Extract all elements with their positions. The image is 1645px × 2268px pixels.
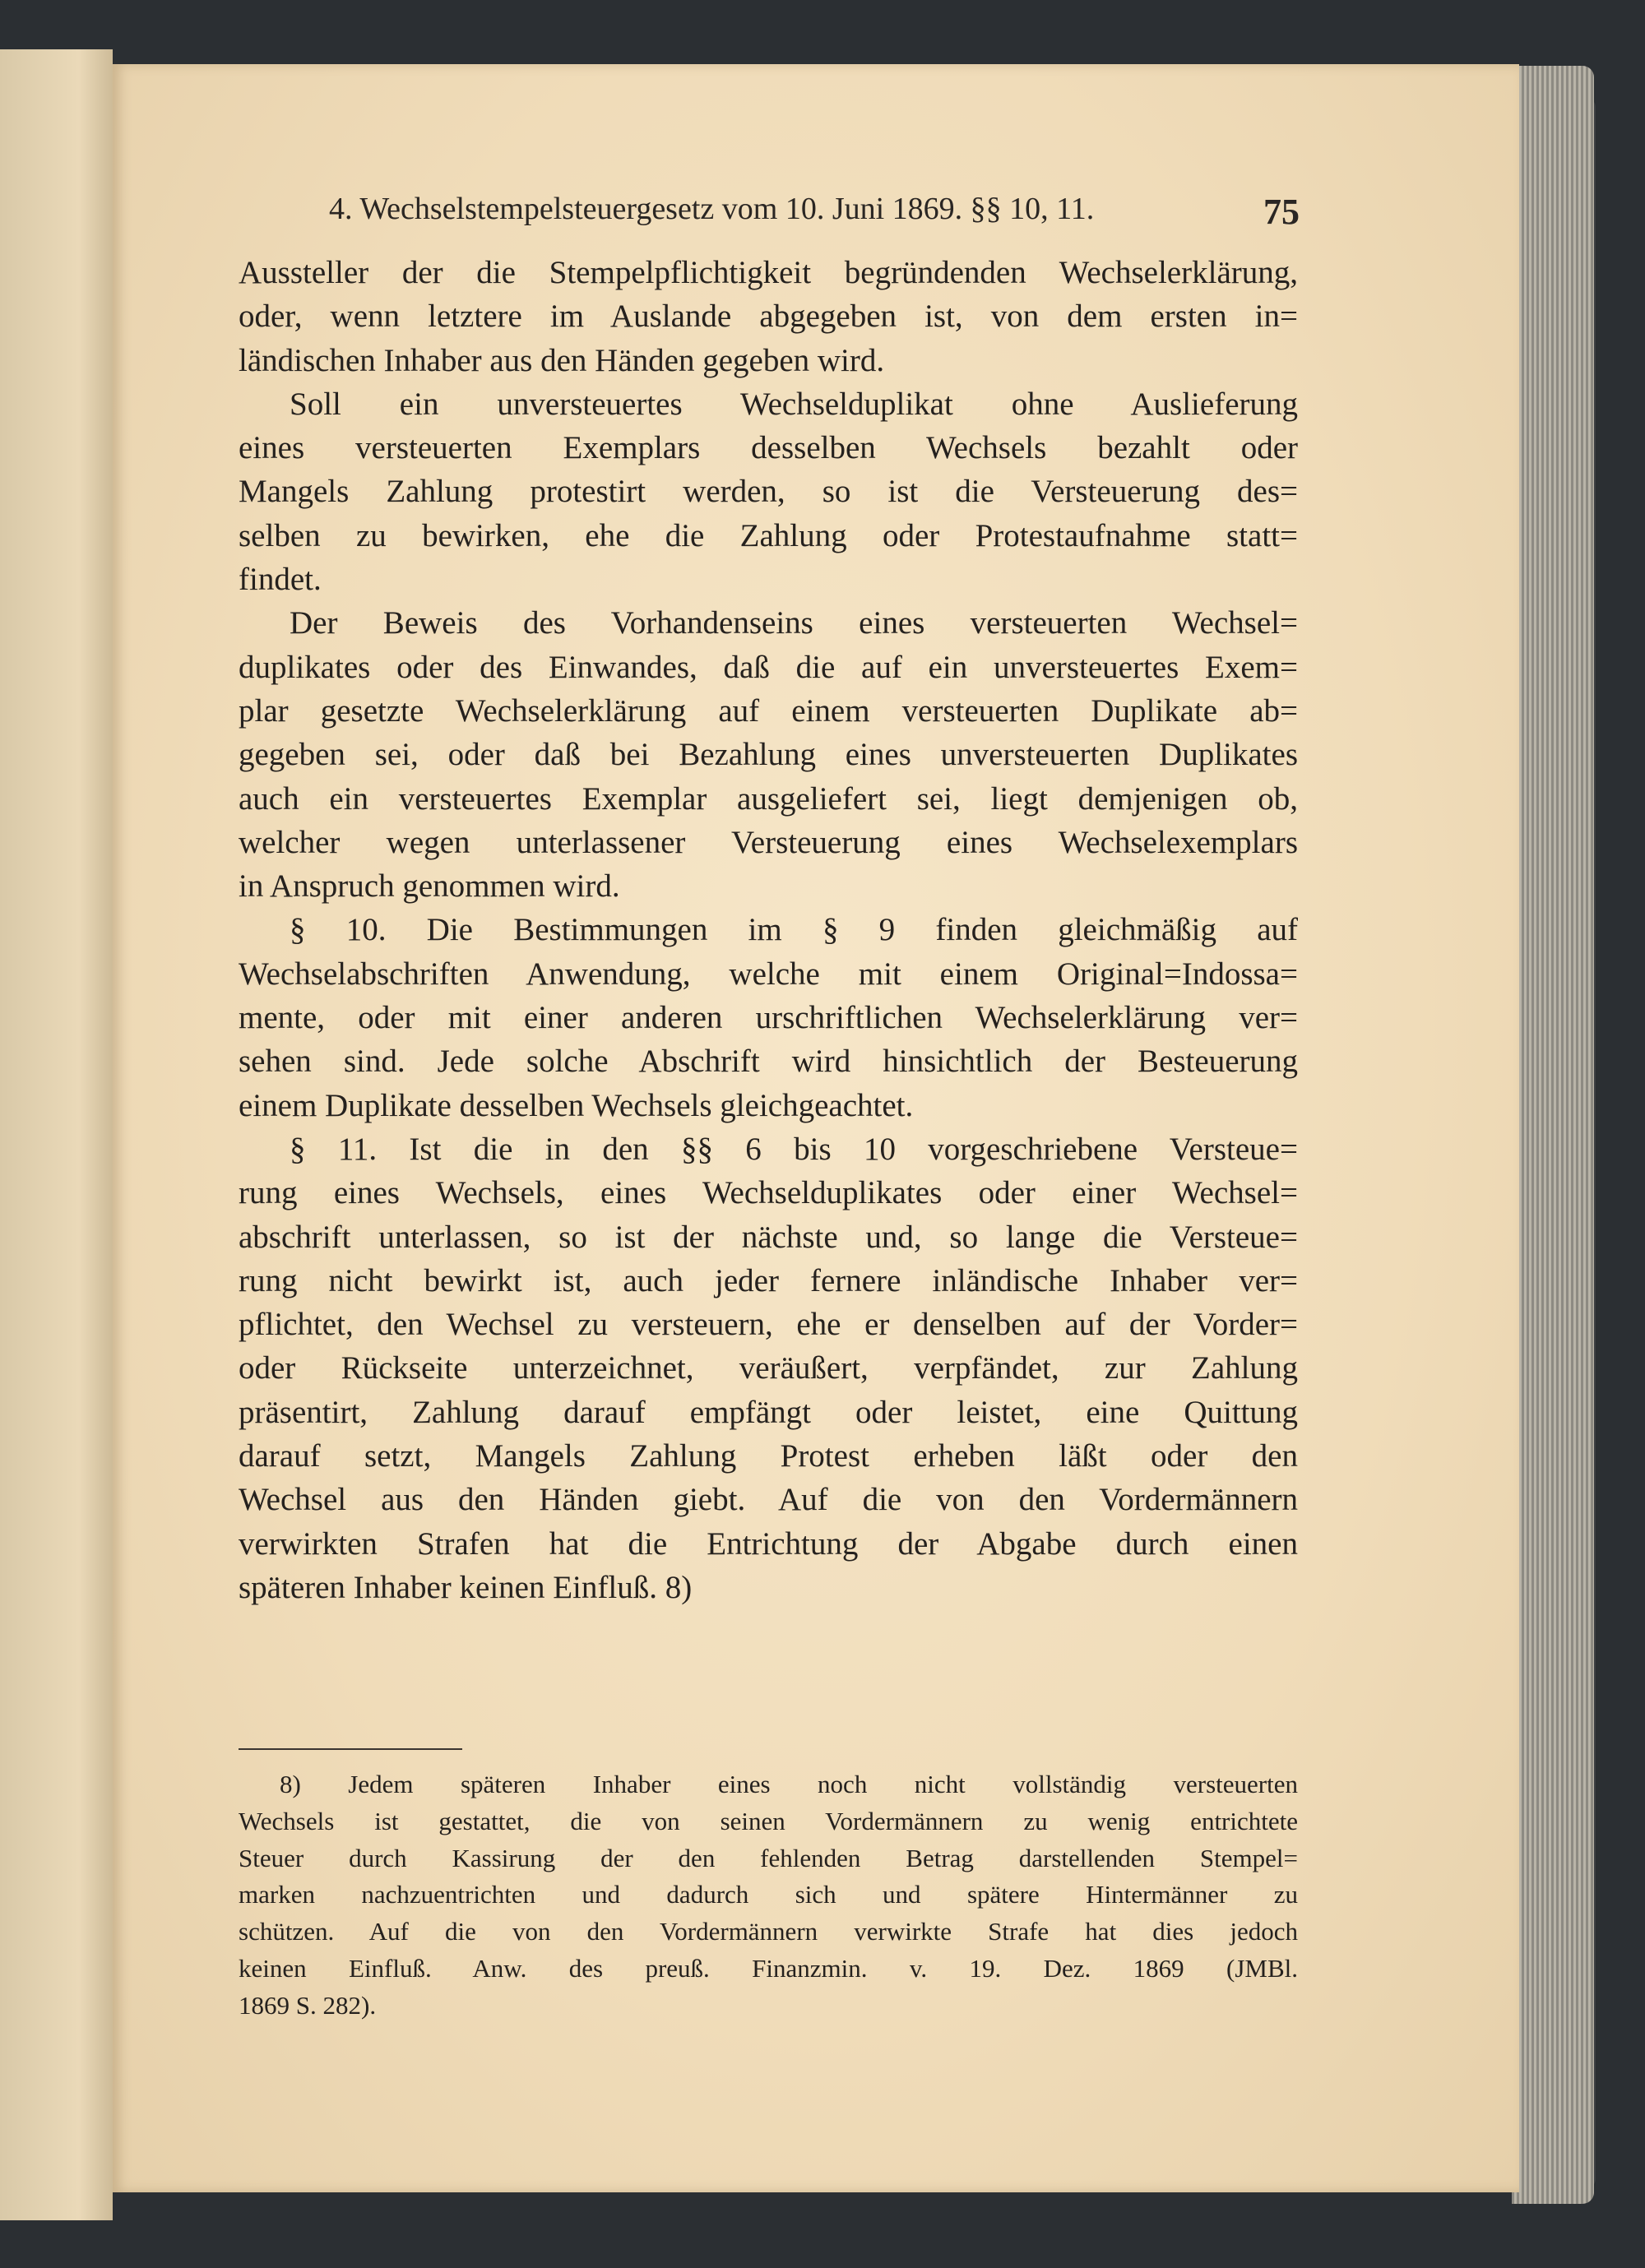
paragraph	[239, 908, 1298, 1127]
text-line: auch ein versteuertes Exemplar ausgeliefert sei, liegt demjenigen ob,	[239, 780, 1298, 817]
text-line: plar gesetzte Wechselerklärung auf einem versteuerten Duplikate ab=	[239, 692, 1298, 729]
paragraph	[239, 601, 1298, 908]
text-line: oder, wenn letztere im Auslande abgegeben ist, von dem ersten in=	[239, 299, 1298, 335]
running-header	[329, 191, 1300, 233]
footnote-line: Steuer durch Kassirung der den fehlenden Betrag darstellenden Stempel=	[239, 1843, 1298, 1872]
text-line: mente, oder mit einer anderen urschriftlichen Wechselerklärung ver=	[239, 1000, 1298, 1036]
text-line: Wechsel aus den Händen giebt. Auf die von den Vordermännern	[239, 1482, 1298, 1518]
text-line: Der Beweis des Vorhandenseins eines versteuerten Wechsel=	[290, 605, 1298, 641]
page-stack-edge	[1512, 66, 1594, 2204]
text-line: § 10. Die Bestimmungen im § 9 finden gleichmäßig auf	[290, 912, 1298, 948]
text-line: welcher wegen unterlassener Versteuerung eines Wechselexemplars	[239, 824, 1298, 860]
paragraph	[239, 1127, 1298, 1609]
text-line: findet.	[239, 562, 322, 598]
text-line: rung nicht bewirkt ist, auch jeder fernere inländische Inhaber ver=	[239, 1262, 1298, 1298]
text-line: in Anspruch genommen wird.	[239, 868, 620, 905]
paragraph	[239, 251, 1298, 382]
text-line: rung eines Wechsels, eines Wechselduplikates oder einer Wechsel=	[239, 1175, 1298, 1211]
text-line: einem Duplikate desselben Wechsels gleichgeachtet.	[239, 1087, 914, 1123]
footnote-line: 8) Jedem späteren Inhaber eines noch nicht vollständig versteuerten	[280, 1770, 1298, 1798]
text-line: gegeben sei, oder daß bei Bezahlung eines unversteuerten Duplikates	[239, 737, 1298, 773]
text-line: Mangels Zahlung protestirt werden, so ist die Versteuerung des=	[239, 474, 1298, 510]
text-line: späteren Inhaber keinen Einfluß. 8)	[239, 1569, 693, 1605]
text-line: selben zu bewirken, ehe die Zahlung oder Protestaufnahme statt=	[239, 517, 1298, 553]
running-title: 4. Wechselstempelsteuergesetz vom 10. Juni 1869. §§ 10, 11.	[329, 192, 1095, 226]
page-number: 75	[1263, 192, 1300, 232]
text-line: abschrift unterlassen, so ist der nächste und, so lange die Versteue=	[239, 1219, 1298, 1255]
text-line: Wechselabschriften Anwendung, welche mit einem Original=Indossa=	[239, 956, 1298, 992]
paragraph	[239, 382, 1298, 601]
text-line: präsentirt, Zahlung darauf empfängt oder leistet, eine Quittung	[239, 1394, 1298, 1430]
text-line: pflichtet, den Wechsel zu versteuern, ehe er denselben auf der Vorder=	[239, 1307, 1298, 1343]
footnote-line: marken nachzuentrichten und dadurch sich und spätere Hintermänner zu	[239, 1880, 1298, 1909]
text-line: Aussteller der die Stempelpflichtigkeit begründenden Wechselerklärung,	[239, 255, 1298, 290]
footnote	[239, 1766, 1298, 2025]
text-line: Soll ein unversteuertes Wechselduplikat ohne Auslieferung	[290, 386, 1298, 422]
text-line: darauf setzt, Mangels Zahlung Protest erheben läßt oder den	[239, 1438, 1298, 1474]
footnote-line: schützen. Auf die von den Vordermännern verwirkte Strafe hat dies jedoch	[239, 1917, 1298, 1946]
footnote-rule	[239, 1748, 462, 1750]
footnote-line: keinen Einfluß. Anw. des preuß. Finanzmin. v. 19. Dez. 1869 (JMBl.	[239, 1953, 1298, 1983]
text-line: duplikates oder des Einwandes, daß die auf ein unversteuertes Exem=	[239, 649, 1298, 685]
text-line: oder Rückseite unterzeichnet, veräußert, verpfändet, zur Zahlung	[239, 1350, 1298, 1386]
body-text	[239, 251, 1298, 1609]
text-line: ländischen Inhaber aus den Händen gegeben wird.	[239, 342, 885, 378]
text-line: § 11. Ist die in den §§ 6 bis 10 vorgeschriebene Versteue=	[290, 1131, 1298, 1167]
text-line: eines versteuerten Exemplars desselben Wechsels bezahlt oder	[239, 430, 1298, 466]
text-line: verwirkten Strafen hat die Entrichtung der Abgabe durch einen	[239, 1525, 1298, 1562]
facing-page-edge	[0, 49, 113, 2220]
footnote-line: Wechsels ist gestattet, die von seinen Vordermännern zu wenig entrichtete	[239, 1806, 1298, 1835]
footnote-line: 1869 S. 282).	[239, 1990, 377, 2020]
text-line: sehen sind. Jede solche Abschrift wird hinsichtlich der Besteuerung	[239, 1044, 1298, 1080]
